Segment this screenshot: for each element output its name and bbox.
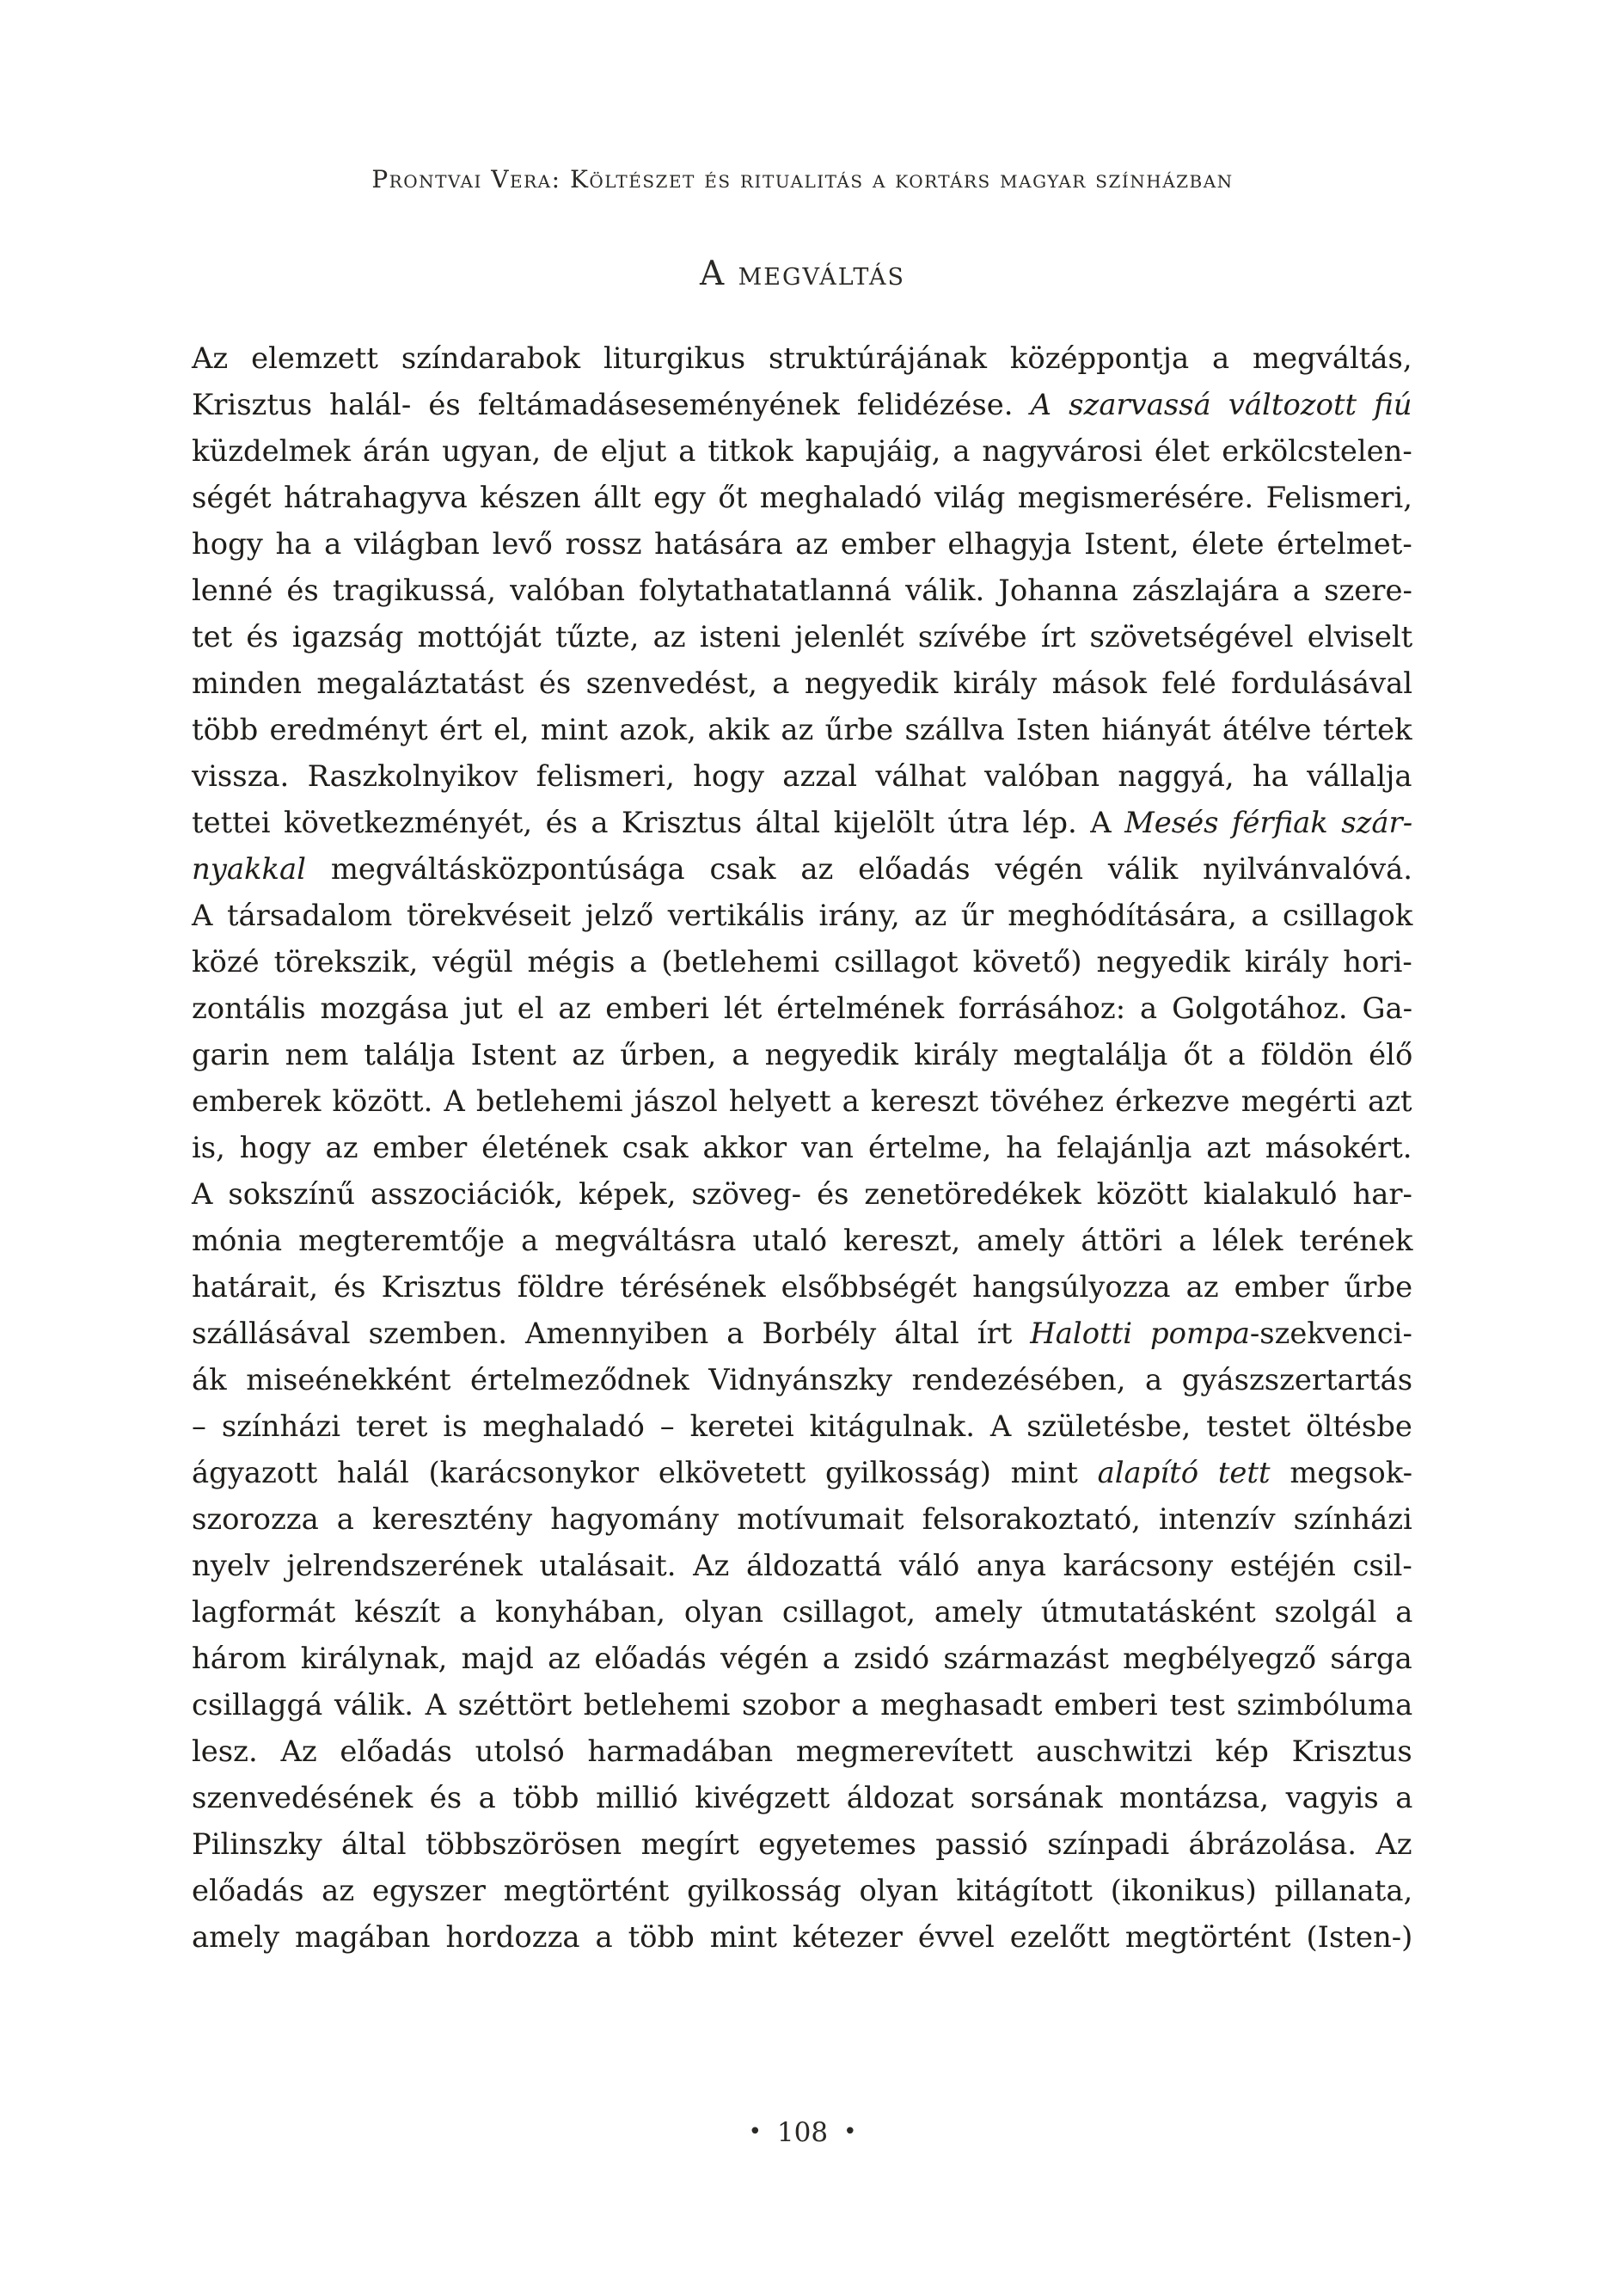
page-footer <box>0 2117 1605 2148</box>
text-run: Krisztus halál- és feltámadáseseményének felidézése. <box>192 388 1031 421</box>
text-line <box>192 985 1412 1032</box>
text-run: lagformát készít a konyhában, olyan csillagot, amely útmutatásként szolgál a <box>192 1595 1413 1629</box>
text-line <box>192 382 1412 428</box>
text-run: több eredményt ért el, mint azok, akik az űrbe szállva Isten hiányát átélve tértek <box>192 713 1412 746</box>
text-run: Az elemzett színdarabok liturgikus struktúrájának középpontja a megváltás, <box>192 341 1412 375</box>
text-run: minden megaláztatást és szenvedést, a negyedik király mások felé fordulásával <box>192 666 1413 700</box>
text-run: ségét hátrahagyva készen állt egy őt meghaladó világ megismerésére. Felismeri, <box>192 481 1412 514</box>
text-run: három királynak, majd az előadás végén a zsidó származást megbélyegző sárga <box>192 1642 1412 1675</box>
text-run: tettei következményét, és a Krisztus által kijelölt útra lép. A <box>192 806 1125 839</box>
body-text <box>192 335 1412 1961</box>
text-line <box>192 1357 1412 1403</box>
text-run: nyelv jelrendszerének utalásait. Az áldozattá váló anya karácsony estéjén csil- <box>192 1549 1412 1582</box>
text-run: amely magában hordozza a több mint kétezer évvel ezelőtt megtörtént (Isten-) <box>192 1920 1413 1954</box>
text-line <box>192 521 1412 568</box>
text-line <box>192 1078 1412 1125</box>
text-run: is, hogy az ember életének csak akkor van értelme, ha felajánlja azt másokért. <box>192 1131 1412 1164</box>
italic-title: alapító tett <box>1097 1456 1271 1489</box>
running-head: Prontvai Vera: Költészet és ritualitás a kortárs magyar színházban <box>371 165 1234 193</box>
text-line <box>192 1311 1412 1357</box>
text-line <box>192 1728 1412 1775</box>
folio-ornament-right: • <box>843 2119 857 2145</box>
text-line <box>192 893 1412 939</box>
text-run: határait, és Krisztus földre térésének elsőbbségét hangsúlyozza az ember űrbe <box>192 1270 1413 1304</box>
text-run: megsok- <box>1270 1456 1413 1489</box>
text-run: A sokszínű asszociációk, képek, szöveg- és zenetöredékek között kialakuló har- <box>192 1177 1412 1211</box>
chapter-title: A megváltás <box>700 255 905 293</box>
text-run: zontális mozgása jut el az emberi lét értelmének forrásához: a Golgotához. Ga- <box>192 991 1413 1025</box>
text-run: hogy ha a világban levő rossz hatására az ember elhagyja Istent, élete értelmet- <box>192 527 1412 561</box>
italic-title: Halotti pompa <box>1030 1317 1250 1350</box>
text-run: küzdelmek árán ugyan, de eljut a titkok kapujáig, a nagyvárosi élet erkölcstelen- <box>192 434 1412 468</box>
text-run: – színházi teret is meghaladó – keretei kitágulnak. A születésbe, testet öltésbe <box>192 1409 1412 1443</box>
text-run: emberek között. A betlehemi jászol helyett a kereszt tövéhez érkezve megérti azt <box>192 1084 1412 1118</box>
text-line <box>192 800 1412 846</box>
text-run: szenvedésének és a több millió kivégzett áldozat sorsának montázsa, vagyis a <box>192 1781 1413 1814</box>
text-run: szállásával szemben. Amennyiben a Borbély által írt <box>192 1317 1031 1350</box>
text-run: megváltásközpontúsága csak az előadás végén válik nyilvánvalóvá. <box>305 852 1412 886</box>
text-line <box>192 1218 1412 1264</box>
italic-title: nyakkal <box>192 852 306 886</box>
text-line <box>192 1636 1412 1682</box>
text-line <box>192 1403 1412 1450</box>
text-line <box>192 1032 1412 1078</box>
italic-title: A szarvassá változott fiú <box>1030 388 1412 421</box>
text-line <box>192 1868 1412 1914</box>
folio-ornament-left: • <box>748 2119 762 2145</box>
text-line <box>192 475 1412 521</box>
text-line <box>192 1171 1412 1218</box>
text-run: Pilinszky által többszörösen megírt egyetemes passió színpadi ábrázolása. Az <box>192 1827 1412 1861</box>
text-line <box>192 614 1412 660</box>
text-run: közé törekszik, végül mégis a (betlehemi csillagot követő) negyedik király hori- <box>192 945 1412 979</box>
text-run: ák miseénekként értelmeződnek Vidnyánszky rendezésében, a gyászszertartás <box>192 1363 1413 1397</box>
text-run: előadás az egyszer megtörtént gyilkosság olyan kitágított (ikonikus) pillanata, <box>192 1874 1413 1907</box>
text-run: ágyazott halál (karácsonykor elkövetett gyilkosság) mint <box>192 1456 1098 1489</box>
text-line <box>192 1264 1412 1311</box>
text-line <box>192 1589 1412 1636</box>
text-line <box>192 335 1412 382</box>
page-number: 108 <box>776 2117 829 2148</box>
text-run: vissza. Raszkolnyikov felismeri, hogy azzal válhat valóban naggyá, ha vállalja <box>192 759 1412 793</box>
text-line <box>192 707 1412 753</box>
text-line <box>192 428 1412 475</box>
text-line <box>192 1125 1412 1171</box>
text-line <box>192 1450 1412 1496</box>
text-line <box>192 1775 1412 1821</box>
text-run: garin nem találja Istent az űrben, a negyedik király megtalálja őt a földön élő <box>192 1038 1413 1071</box>
text-line <box>192 939 1412 985</box>
text-run: szorozza a keresztény hagyomány motívumait felsorakoztató, intenzív színházi <box>192 1502 1412 1536</box>
text-line <box>192 1682 1412 1728</box>
text-run: tet és igazság mottóját tűzte, az isteni jelenlét szívébe írt szövetségével elviselt <box>192 620 1413 654</box>
text-run: csillaggá válik. A széttört betlehemi szobor a meghasadt emberi test szimbóluma <box>192 1688 1413 1722</box>
text-line <box>192 660 1412 707</box>
text-line <box>192 1821 1412 1868</box>
text-run: lenné és tragikussá, valóban folytathatatlanná válik. Johanna zászlajára a szere- <box>192 574 1412 607</box>
text-line <box>192 1543 1412 1589</box>
text-line <box>192 846 1412 893</box>
text-line <box>192 568 1412 614</box>
text-line <box>192 1496 1412 1543</box>
text-line <box>192 1914 1412 1961</box>
text-run: A társadalom törekvéseit jelző vertikális irány, az űr meghódítására, a csillagok <box>192 899 1413 932</box>
italic-title: Mesés férfiak szár- <box>1124 806 1413 839</box>
text-line <box>192 753 1412 800</box>
text-run: -szekvenci- <box>1249 1317 1412 1350</box>
text-run: mónia megteremtője a megváltásra utaló kereszt, amely áttöri a lélek terének <box>192 1224 1413 1257</box>
text-run: lesz. Az előadás utolsó harmadában megmerevített auschwitzi kép Krisztus <box>192 1734 1412 1768</box>
